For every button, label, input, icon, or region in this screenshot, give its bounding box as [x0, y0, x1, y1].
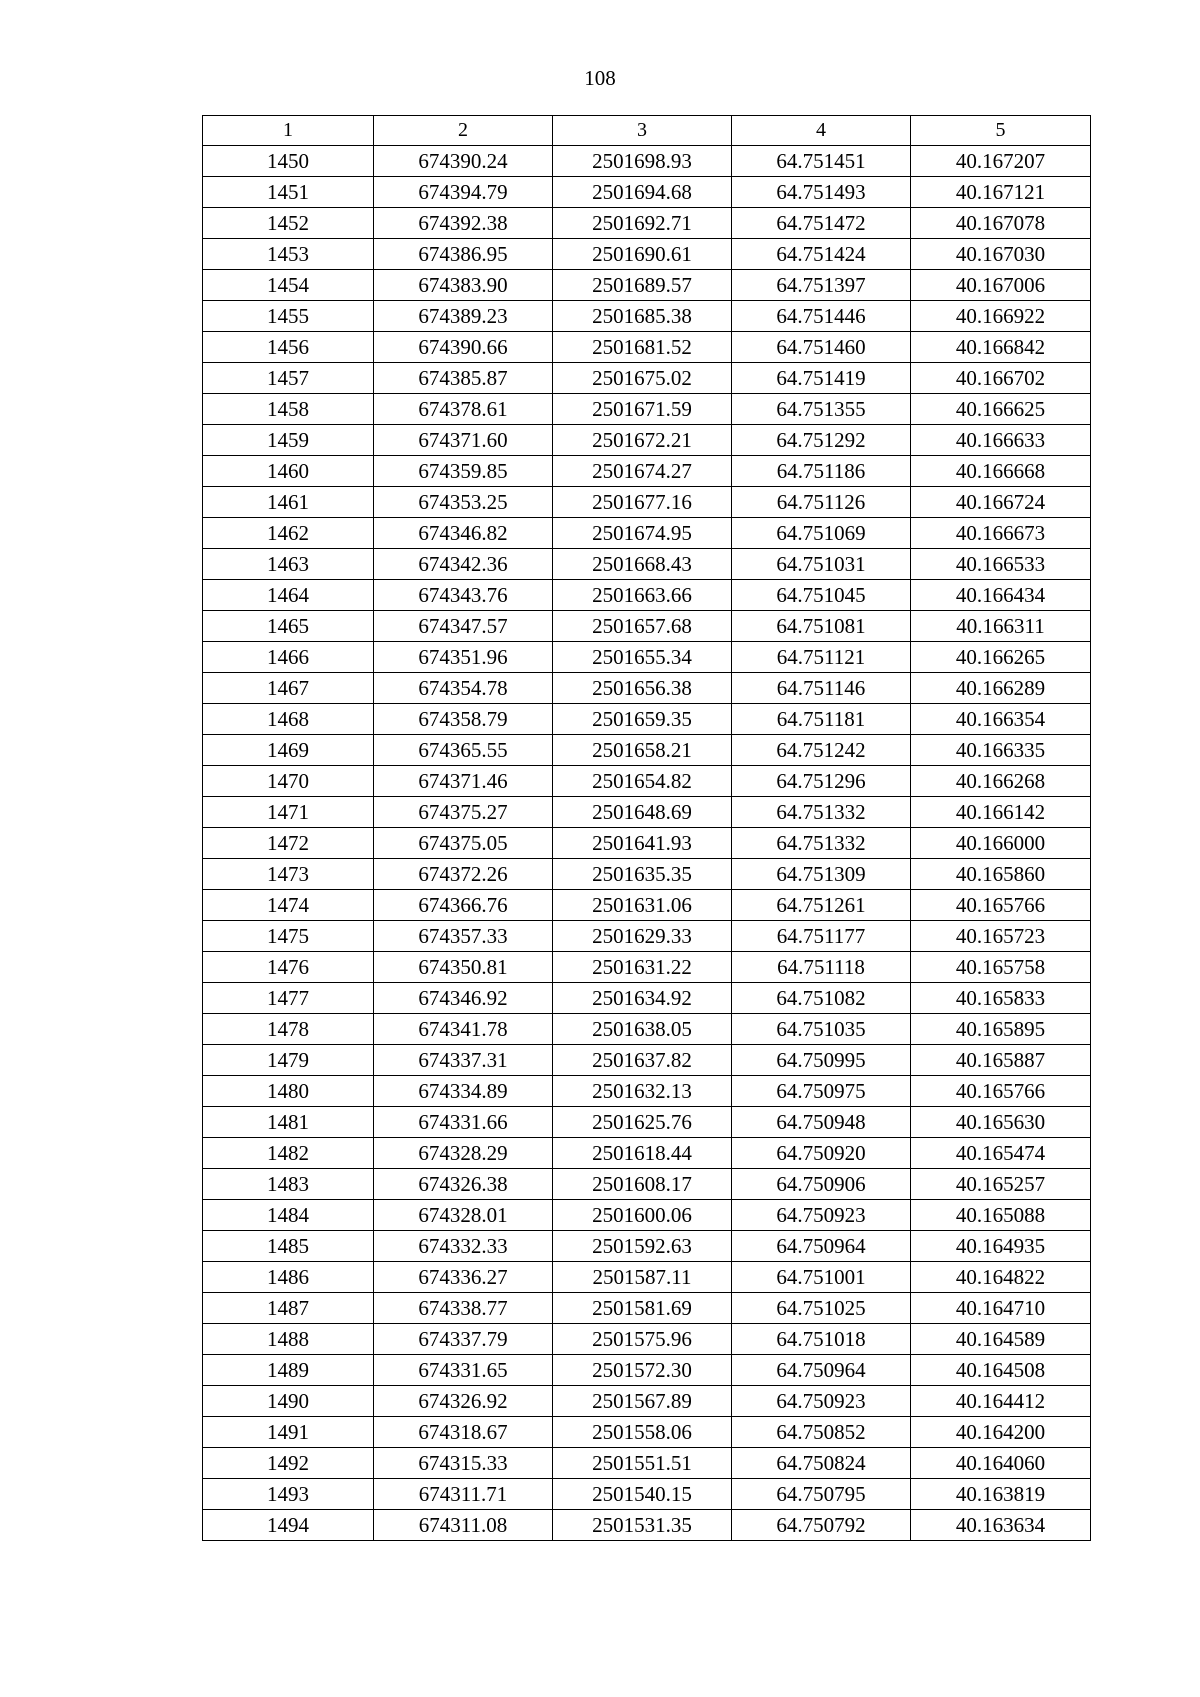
table-cell: 40.164508 — [911, 1355, 1091, 1386]
table-cell: 40.166625 — [911, 394, 1091, 425]
table-cell: 64.751419 — [732, 363, 911, 394]
table-row — [203, 394, 1091, 425]
table-cell: 674326.38 — [374, 1169, 553, 1200]
table-cell: 2501674.27 — [553, 456, 732, 487]
table-cell: 64.751045 — [732, 580, 911, 611]
table-cell: 1465 — [203, 611, 374, 642]
table-cell: 1486 — [203, 1262, 374, 1293]
table-cell: 674315.33 — [374, 1448, 553, 1479]
table-cell: 1473 — [203, 859, 374, 890]
table-cell: 64.751025 — [732, 1293, 911, 1324]
table-cell: 2501631.22 — [553, 952, 732, 983]
table-cell: 674336.27 — [374, 1262, 553, 1293]
table-cell: 40.164822 — [911, 1262, 1091, 1293]
table-cell: 2501572.30 — [553, 1355, 732, 1386]
table-cell: 674354.78 — [374, 673, 553, 704]
table-cell: 64.750948 — [732, 1107, 911, 1138]
table-row — [203, 1076, 1091, 1107]
table-row — [203, 1014, 1091, 1045]
table-cell: 2501540.15 — [553, 1479, 732, 1510]
table-cell: 2501634.92 — [553, 983, 732, 1014]
table-cell: 2501632.13 — [553, 1076, 732, 1107]
table-cell: 40.166702 — [911, 363, 1091, 394]
table-cell: 2501635.35 — [553, 859, 732, 890]
table-cell: 64.751296 — [732, 766, 911, 797]
table-row — [203, 859, 1091, 890]
table-cell: 1468 — [203, 704, 374, 735]
table-cell: 40.166533 — [911, 549, 1091, 580]
table-cell: 1485 — [203, 1231, 374, 1262]
table-cell: 1488 — [203, 1324, 374, 1355]
table-row — [203, 828, 1091, 859]
table-cell: 40.164589 — [911, 1324, 1091, 1355]
table-cell: 64.751309 — [732, 859, 911, 890]
table-cell: 2501629.33 — [553, 921, 732, 952]
table-cell: 64.751118 — [732, 952, 911, 983]
table-row — [203, 301, 1091, 332]
table-row — [203, 611, 1091, 642]
table-row — [203, 1293, 1091, 1324]
table-cell: 64.750824 — [732, 1448, 911, 1479]
table-cell: 40.163819 — [911, 1479, 1091, 1510]
table-cell: 64.751018 — [732, 1324, 911, 1355]
table-cell: 64.751069 — [732, 518, 911, 549]
table-cell: 64.751472 — [732, 208, 911, 239]
table-cell: 674346.82 — [374, 518, 553, 549]
table-cell: 1474 — [203, 890, 374, 921]
table-cell: 40.166922 — [911, 301, 1091, 332]
table-cell: 674311.08 — [374, 1510, 553, 1541]
table-row — [203, 518, 1091, 549]
table-cell: 674386.95 — [374, 239, 553, 270]
table-cell: 2501631.06 — [553, 890, 732, 921]
table-cell: 40.165257 — [911, 1169, 1091, 1200]
table-cell: 674328.01 — [374, 1200, 553, 1231]
table-cell: 64.751081 — [732, 611, 911, 642]
table-cell: 40.166668 — [911, 456, 1091, 487]
table-row — [203, 549, 1091, 580]
table-cell: 64.751446 — [732, 301, 911, 332]
table-cell: 674358.79 — [374, 704, 553, 735]
table-row — [203, 1479, 1091, 1510]
table-cell: 40.165723 — [911, 921, 1091, 952]
table-cell: 40.167078 — [911, 208, 1091, 239]
table-cell: 40.164060 — [911, 1448, 1091, 1479]
table-cell: 1455 — [203, 301, 374, 332]
table-cell: 40.166354 — [911, 704, 1091, 735]
table-cell: 674343.76 — [374, 580, 553, 611]
table-cell: 674328.29 — [374, 1138, 553, 1169]
table-row — [203, 1169, 1091, 1200]
table-cell: 2501625.76 — [553, 1107, 732, 1138]
table-header — [203, 116, 1091, 146]
table-row — [203, 983, 1091, 1014]
table-cell: 40.166434 — [911, 580, 1091, 611]
table-cell: 2501681.52 — [553, 332, 732, 363]
table-cell: 64.750964 — [732, 1231, 911, 1262]
table-cell: 1461 — [203, 487, 374, 518]
table-row — [203, 580, 1091, 611]
table-cell: 2501592.63 — [553, 1231, 732, 1262]
table-cell: 64.751146 — [732, 673, 911, 704]
table-cell: 40.165860 — [911, 859, 1091, 890]
table-row — [203, 270, 1091, 301]
table-row — [203, 1448, 1091, 1479]
table-cell: 2501575.96 — [553, 1324, 732, 1355]
table-cell: 64.751001 — [732, 1262, 911, 1293]
table-row — [203, 704, 1091, 735]
table-cell: 674346.92 — [374, 983, 553, 1014]
table-cell: 64.751242 — [732, 735, 911, 766]
table-cell: 2501581.69 — [553, 1293, 732, 1324]
table-cell: 40.164200 — [911, 1417, 1091, 1448]
table-cell: 40.166000 — [911, 828, 1091, 859]
table-cell: 674341.78 — [374, 1014, 553, 1045]
table-cell: 2501658.21 — [553, 735, 732, 766]
table-cell: 64.751082 — [732, 983, 911, 1014]
table-row — [203, 890, 1091, 921]
table-cell: 1476 — [203, 952, 374, 983]
table-cell: 64.750795 — [732, 1479, 911, 1510]
table-cell: 1479 — [203, 1045, 374, 1076]
table-cell: 1472 — [203, 828, 374, 859]
table-cell: 40.165630 — [911, 1107, 1091, 1138]
table-cell: 674357.33 — [374, 921, 553, 952]
table-row — [203, 735, 1091, 766]
table-cell: 2501641.93 — [553, 828, 732, 859]
table-cell: 40.165088 — [911, 1200, 1091, 1231]
table-cell: 674311.71 — [374, 1479, 553, 1510]
table-row — [203, 1107, 1091, 1138]
table-cell: 2501677.16 — [553, 487, 732, 518]
table-cell: 40.167207 — [911, 146, 1091, 177]
table-cell: 40.167006 — [911, 270, 1091, 301]
table-cell: 2501657.68 — [553, 611, 732, 642]
table-cell: 64.751177 — [732, 921, 911, 952]
table-cell: 674347.57 — [374, 611, 553, 642]
table-cell: 40.164412 — [911, 1386, 1091, 1417]
table-row — [203, 1417, 1091, 1448]
table-cell: 1487 — [203, 1293, 374, 1324]
table-cell: 2501690.61 — [553, 239, 732, 270]
table-cell: 2501558.06 — [553, 1417, 732, 1448]
table-row — [203, 146, 1091, 177]
table-cell: 1494 — [203, 1510, 374, 1541]
table-cell: 64.750923 — [732, 1200, 911, 1231]
table-cell: 1462 — [203, 518, 374, 549]
table-cell: 1475 — [203, 921, 374, 952]
table-row — [203, 332, 1091, 363]
table-cell: 674332.33 — [374, 1231, 553, 1262]
table-row — [203, 1138, 1091, 1169]
table-cell: 674371.60 — [374, 425, 553, 456]
table-cell: 2501674.95 — [553, 518, 732, 549]
table-cell: 2501551.51 — [553, 1448, 732, 1479]
table-cell: 674337.31 — [374, 1045, 553, 1076]
table-cell: 40.166842 — [911, 332, 1091, 363]
page-number: 108 — [584, 66, 616, 90]
table-cell: 64.751424 — [732, 239, 911, 270]
table-cell: 674366.76 — [374, 890, 553, 921]
table-cell: 674337.79 — [374, 1324, 553, 1355]
table-row — [203, 1324, 1091, 1355]
table-row — [203, 797, 1091, 828]
table-cell: 64.751035 — [732, 1014, 911, 1045]
table-cell: 674390.66 — [374, 332, 553, 363]
coordinates-table — [202, 115, 1091, 1541]
table-cell: 1483 — [203, 1169, 374, 1200]
table-cell: 674331.65 — [374, 1355, 553, 1386]
table-cell: 674390.24 — [374, 146, 553, 177]
table-cell: 2501618.44 — [553, 1138, 732, 1169]
table-cell: 674331.66 — [374, 1107, 553, 1138]
table-cell: 1471 — [203, 797, 374, 828]
table-cell: 1450 — [203, 146, 374, 177]
table-cell: 1493 — [203, 1479, 374, 1510]
table-cell: 674359.85 — [374, 456, 553, 487]
table-row — [203, 1045, 1091, 1076]
table-cell: 40.166335 — [911, 735, 1091, 766]
table-cell: 64.751031 — [732, 549, 911, 580]
table-row — [203, 1355, 1091, 1386]
table-cell: 2501587.11 — [553, 1262, 732, 1293]
table-cell: 40.165758 — [911, 952, 1091, 983]
table-row — [203, 1200, 1091, 1231]
table-cell: 2501654.82 — [553, 766, 732, 797]
table-cell: 40.167121 — [911, 177, 1091, 208]
table-cell: 40.167030 — [911, 239, 1091, 270]
table-row — [203, 177, 1091, 208]
column-header: 1 — [203, 116, 374, 146]
table-cell: 2501685.38 — [553, 301, 732, 332]
table-cell: 1452 — [203, 208, 374, 239]
table-cell: 2501608.17 — [553, 1169, 732, 1200]
table-cell: 674383.90 — [374, 270, 553, 301]
table-cell: 674371.46 — [374, 766, 553, 797]
table-cell: 64.751332 — [732, 797, 911, 828]
column-header: 2 — [374, 116, 553, 146]
column-header: 5 — [911, 116, 1091, 146]
table-cell: 1454 — [203, 270, 374, 301]
table-cell: 64.751397 — [732, 270, 911, 301]
table-cell: 674372.26 — [374, 859, 553, 890]
table-cell: 1481 — [203, 1107, 374, 1138]
table-cell: 40.166142 — [911, 797, 1091, 828]
table-row — [203, 239, 1091, 270]
table-cell: 2501638.05 — [553, 1014, 732, 1045]
table-row — [203, 1386, 1091, 1417]
table-cell: 1480 — [203, 1076, 374, 1107]
table-cell: 64.751261 — [732, 890, 911, 921]
table-row — [203, 425, 1091, 456]
table-cell: 1484 — [203, 1200, 374, 1231]
table-cell: 40.166268 — [911, 766, 1091, 797]
table-cell: 40.164935 — [911, 1231, 1091, 1262]
table-cell: 64.751126 — [732, 487, 911, 518]
table-cell: 64.751292 — [732, 425, 911, 456]
table-cell: 1477 — [203, 983, 374, 1014]
table-cell: 64.751451 — [732, 146, 911, 177]
table-cell: 2501659.35 — [553, 704, 732, 735]
table-cell: 64.750975 — [732, 1076, 911, 1107]
table-cell: 674350.81 — [374, 952, 553, 983]
table-cell: 674351.96 — [374, 642, 553, 673]
table-row — [203, 1262, 1091, 1293]
table-cell: 64.750792 — [732, 1510, 911, 1541]
table-cell: 2501655.34 — [553, 642, 732, 673]
table-cell: 64.750852 — [732, 1417, 911, 1448]
table-cell: 40.165833 — [911, 983, 1091, 1014]
table-cell: 64.751181 — [732, 704, 911, 735]
column-header: 4 — [732, 116, 911, 146]
table-cell: 40.165887 — [911, 1045, 1091, 1076]
table-cell: 40.165766 — [911, 890, 1091, 921]
table-cell: 2501671.59 — [553, 394, 732, 425]
table-cell: 2501600.06 — [553, 1200, 732, 1231]
table-cell: 64.751186 — [732, 456, 911, 487]
table-cell: 674375.05 — [374, 828, 553, 859]
table-cell: 1490 — [203, 1386, 374, 1417]
table-cell: 64.751121 — [732, 642, 911, 673]
table-cell: 64.751493 — [732, 177, 911, 208]
table-row — [203, 1231, 1091, 1262]
table-cell: 40.166633 — [911, 425, 1091, 456]
table-cell: 40.166724 — [911, 487, 1091, 518]
table-cell: 1453 — [203, 239, 374, 270]
table-cell: 1492 — [203, 1448, 374, 1479]
table-cell: 1467 — [203, 673, 374, 704]
table-row — [203, 952, 1091, 983]
table-cell: 1470 — [203, 766, 374, 797]
table-cell: 1463 — [203, 549, 374, 580]
table-row — [203, 1510, 1091, 1541]
table-cell: 674353.25 — [374, 487, 553, 518]
table-cell: 64.751355 — [732, 394, 911, 425]
table-cell: 64.751460 — [732, 332, 911, 363]
table-cell: 2501694.68 — [553, 177, 732, 208]
table-cell: 674389.23 — [374, 301, 553, 332]
table-cell: 674392.38 — [374, 208, 553, 239]
table-cell: 1491 — [203, 1417, 374, 1448]
table-cell: 674385.87 — [374, 363, 553, 394]
table-cell: 64.750923 — [732, 1386, 911, 1417]
table-cell: 1482 — [203, 1138, 374, 1169]
table-cell: 2501637.82 — [553, 1045, 732, 1076]
table-row — [203, 921, 1091, 952]
table-cell: 1478 — [203, 1014, 374, 1045]
table-cell: 64.750920 — [732, 1138, 911, 1169]
table-cell: 64.750906 — [732, 1169, 911, 1200]
table-cell: 2501648.69 — [553, 797, 732, 828]
table-cell: 40.164710 — [911, 1293, 1091, 1324]
table-cell: 2501672.21 — [553, 425, 732, 456]
table-cell: 2501675.02 — [553, 363, 732, 394]
table-cell: 40.166265 — [911, 642, 1091, 673]
table-row — [203, 456, 1091, 487]
table-cell: 40.165766 — [911, 1076, 1091, 1107]
table-cell: 1460 — [203, 456, 374, 487]
header-row — [203, 116, 1091, 146]
table-cell: 1456 — [203, 332, 374, 363]
table-cell: 674375.27 — [374, 797, 553, 828]
table-cell: 40.165895 — [911, 1014, 1091, 1045]
table-cell: 674378.61 — [374, 394, 553, 425]
table-cell: 2501668.43 — [553, 549, 732, 580]
table-cell: 40.165474 — [911, 1138, 1091, 1169]
table-cell: 2501692.71 — [553, 208, 732, 239]
table-cell: 2501656.38 — [553, 673, 732, 704]
table-cell: 674394.79 — [374, 177, 553, 208]
table-cell: 674326.92 — [374, 1386, 553, 1417]
table-cell: 674342.36 — [374, 549, 553, 580]
table-cell: 1469 — [203, 735, 374, 766]
table-cell: 674338.77 — [374, 1293, 553, 1324]
table-cell: 2501531.35 — [553, 1510, 732, 1541]
table-cell: 674365.55 — [374, 735, 553, 766]
table-cell: 2501567.89 — [553, 1386, 732, 1417]
table-row — [203, 363, 1091, 394]
table-cell: 1459 — [203, 425, 374, 456]
table-cell: 64.750995 — [732, 1045, 911, 1076]
table-cell: 1466 — [203, 642, 374, 673]
table-cell: 40.166289 — [911, 673, 1091, 704]
table-cell: 2501663.66 — [553, 580, 732, 611]
table-cell: 1451 — [203, 177, 374, 208]
table-cell: 1464 — [203, 580, 374, 611]
table-cell: 64.751332 — [732, 828, 911, 859]
table-cell: 40.163634 — [911, 1510, 1091, 1541]
table-cell: 64.750964 — [732, 1355, 911, 1386]
table-cell: 40.166311 — [911, 611, 1091, 642]
table-body — [203, 146, 1091, 1541]
table-row — [203, 642, 1091, 673]
table-cell: 2501698.93 — [553, 146, 732, 177]
table-cell: 40.166673 — [911, 518, 1091, 549]
table-cell: 1457 — [203, 363, 374, 394]
table-row — [203, 673, 1091, 704]
table-row — [203, 208, 1091, 239]
table-cell: 1458 — [203, 394, 374, 425]
table-row — [203, 766, 1091, 797]
column-header: 3 — [553, 116, 732, 146]
table-cell: 2501689.57 — [553, 270, 732, 301]
table-row — [203, 487, 1091, 518]
table-cell: 1489 — [203, 1355, 374, 1386]
table-cell: 674334.89 — [374, 1076, 553, 1107]
table-cell: 674318.67 — [374, 1417, 553, 1448]
